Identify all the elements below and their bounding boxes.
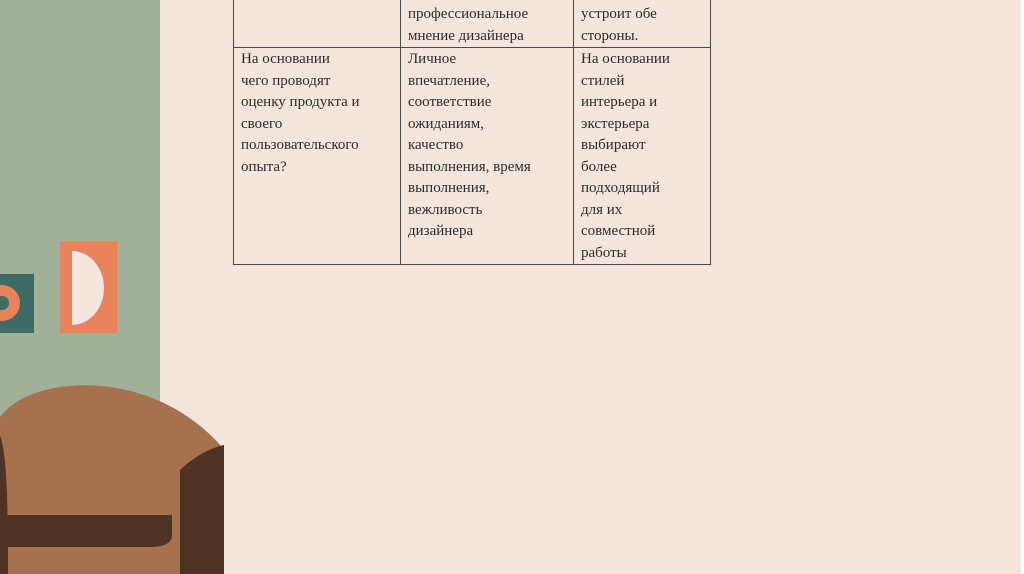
comparison-table <box>233 0 711 265</box>
table-cell <box>401 48 574 265</box>
table-cell <box>574 48 711 265</box>
armchair-illustration <box>0 375 230 574</box>
table-cell <box>574 0 711 48</box>
cell-text: устроит обе стороны. <box>581 6 657 44</box>
cell-text: профессиональное мнение дизайнера <box>408 6 529 44</box>
table-cell <box>401 0 574 48</box>
armchair-right-arm <box>180 445 224 574</box>
cell-text: Личное впечатление, соответствие ожиданиям, качество выполнения, время выполнения, вежливость дизайнера <box>408 51 531 239</box>
table-cell <box>234 0 401 48</box>
table-row <box>234 48 711 265</box>
wall-art-decoration <box>0 0 160 340</box>
cell-text: На основании чего проводят оценку продукта и своего пользовательского опыта? <box>241 51 360 175</box>
cell-text: На основании стилей интерьера и экстерьера выбирают более подходящий для их совместной работы <box>581 51 670 261</box>
table-cell <box>234 48 401 265</box>
cell-text <box>241 0 393 4</box>
armchair-seat <box>0 515 172 547</box>
table-row <box>234 0 711 48</box>
